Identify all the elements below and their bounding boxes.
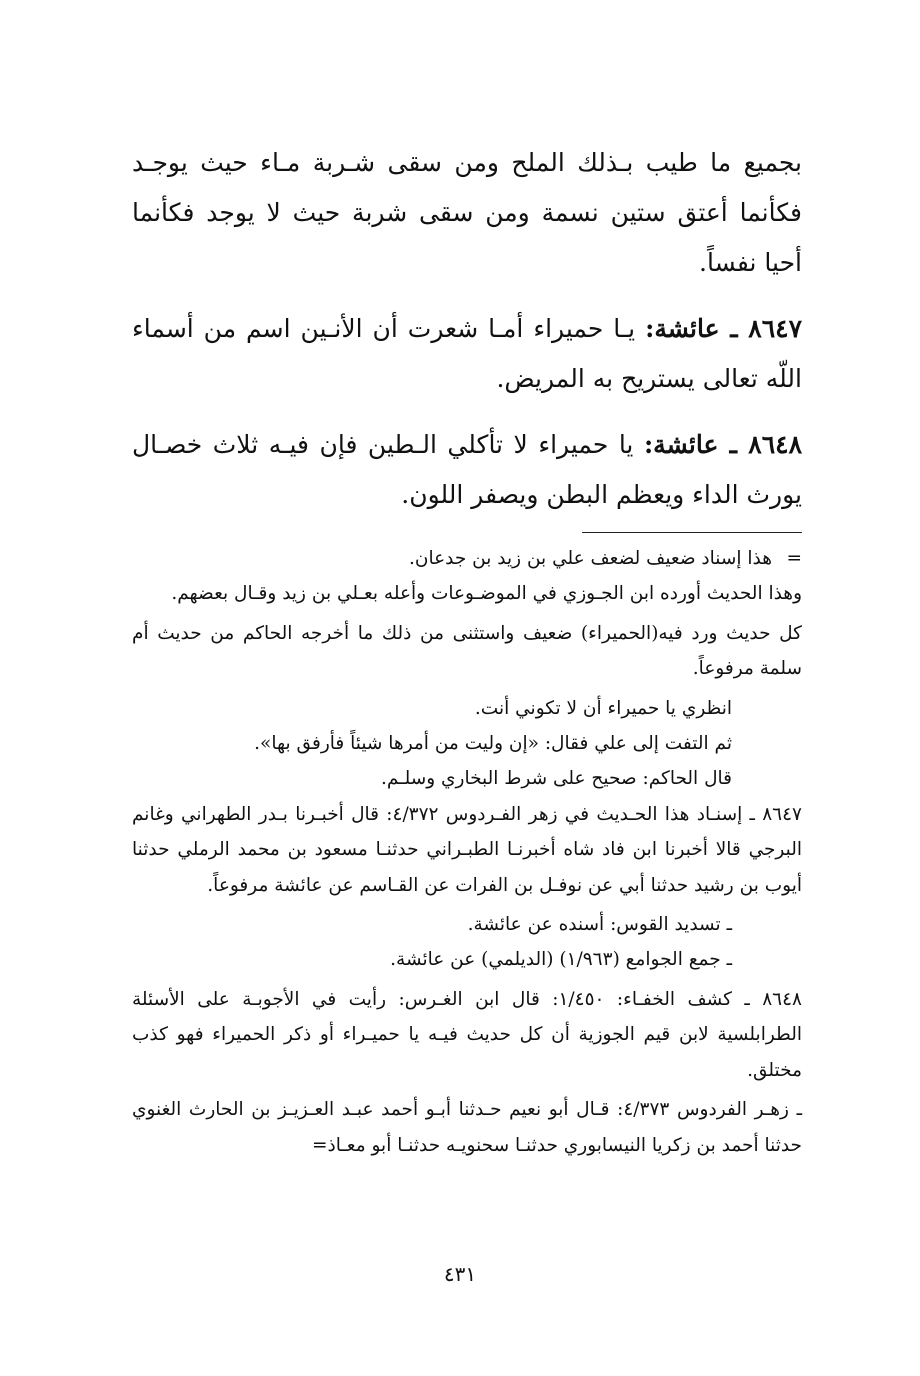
footnote-paragraph: كل حديث ورد فيه(الحميراء) ضعيف واستثنى من ذلك ما أخرجه الحاكم من حديث أم سلمة مرفوعاً. [132, 622, 802, 680]
entry-heading: ٨٦٤٧ ـ عائشة: [645, 314, 803, 343]
footnote-paragraph: ٨٦٤٨ ـ كشف الخفـاء: ١/٤٥٠: قال ابن الغـرس: رأيت في الأجوبـة على الأسئلة الطرابلسية لابن قيم الجوزية أن كل حديث فيـه يا حميـراء أو ذكر الحميراء فهو كذب مختلق. [132, 988, 802, 1081]
footnote-paragraph: ثم التفت إلى علي فقال: «إن وليت من أمرها شيئاً فأرفق بها». [254, 733, 732, 755]
footnotes [132, 541, 802, 1163]
footnote-paragraph: ـ زهـر الفردوس ٤/٣٧٣: قـال أبو نعيم حـدثنا أبـو أحمد عبـد العـزيـز بن الحارث الغنوي حدثنا أحمد بن زكريا النيسابوري حدثنـا سحنويـه حدثنـا أبو معـاذ= [132, 1099, 802, 1156]
entry-text: يا حميراء لا تأكلي الـطين فإن فيـه ثلاث خصـال [132, 430, 634, 459]
entry-text: يـا حميراء أمـا شعرت أن الأنـين اسم من أسماء [132, 314, 636, 343]
hadith-entry-8648 [132, 420, 802, 520]
continuation-paragraph [132, 138, 802, 288]
entry-heading: ٨٦٤٨ ـ عائشة: [643, 430, 803, 459]
continuation-line: بجميع ما طيب بـذلك الملح ومن سقى شـربة مـاء حيث يوجـد فكأنما [132, 148, 802, 227]
hadith-entry-8647 [132, 304, 802, 404]
page-number: ٤٣١ [443, 1262, 477, 1286]
footnote-paragraph: قال الحاكم: صحيح على شرط البخاري وسلـم. [380, 768, 732, 790]
page [132, 138, 802, 1316]
continuation-mark: = [786, 548, 802, 569]
footnote-divider [582, 532, 802, 533]
main-text [132, 138, 802, 520]
footnote-paragraph: ٨٦٤٧ ـ إسنـاد هذا الحـديث في زهر الفـردوس ٤/٣٧٢: قال أخبـرنا بـدر الطهراني وغانم البرجي قالا أخبرنا ابن فاد شاه أخبرنـا الطبـراني حدثنـا مسعود بن محمد الرملي حدثنا أيوب بن رشيد حدثنا أبي عن نوفـل بن الفرات عن القـاسم عن عائشة مرفوعاً. [132, 803, 802, 896]
footnote-paragraph: ـ جمع الجوامع (١/٩٦٣) (الديلمي) عن عائشة. [390, 949, 732, 971]
footnote-paragraph: ـ تسديد القوس: أسنده عن عائشة. [467, 914, 732, 936]
entry-text: اللّه تعالى يستريح به المريض. [496, 364, 802, 393]
continuation-line: أعتق ستين نسمة ومن سقى شربة حيث لا يوجد فكأنما أحيا نفساً. [132, 198, 802, 277]
footnote-paragraph: وهذا الحديث أورده ابن الجـوزي في الموضـوعات وأعله بعـلي بن زيد وقـال بعضهم. [171, 583, 802, 605]
footnote-paragraph [132, 541, 802, 576]
footnote-text: هذا إسناد ضعيف لضعف علي بن زيد بن جدعان. [409, 548, 772, 569]
entry-text: يورث الداء ويعظم البطن ويصفر اللون. [401, 480, 802, 509]
footnote-paragraph: انظري يا حميراء أن لا تكوني أنت. [474, 697, 732, 719]
